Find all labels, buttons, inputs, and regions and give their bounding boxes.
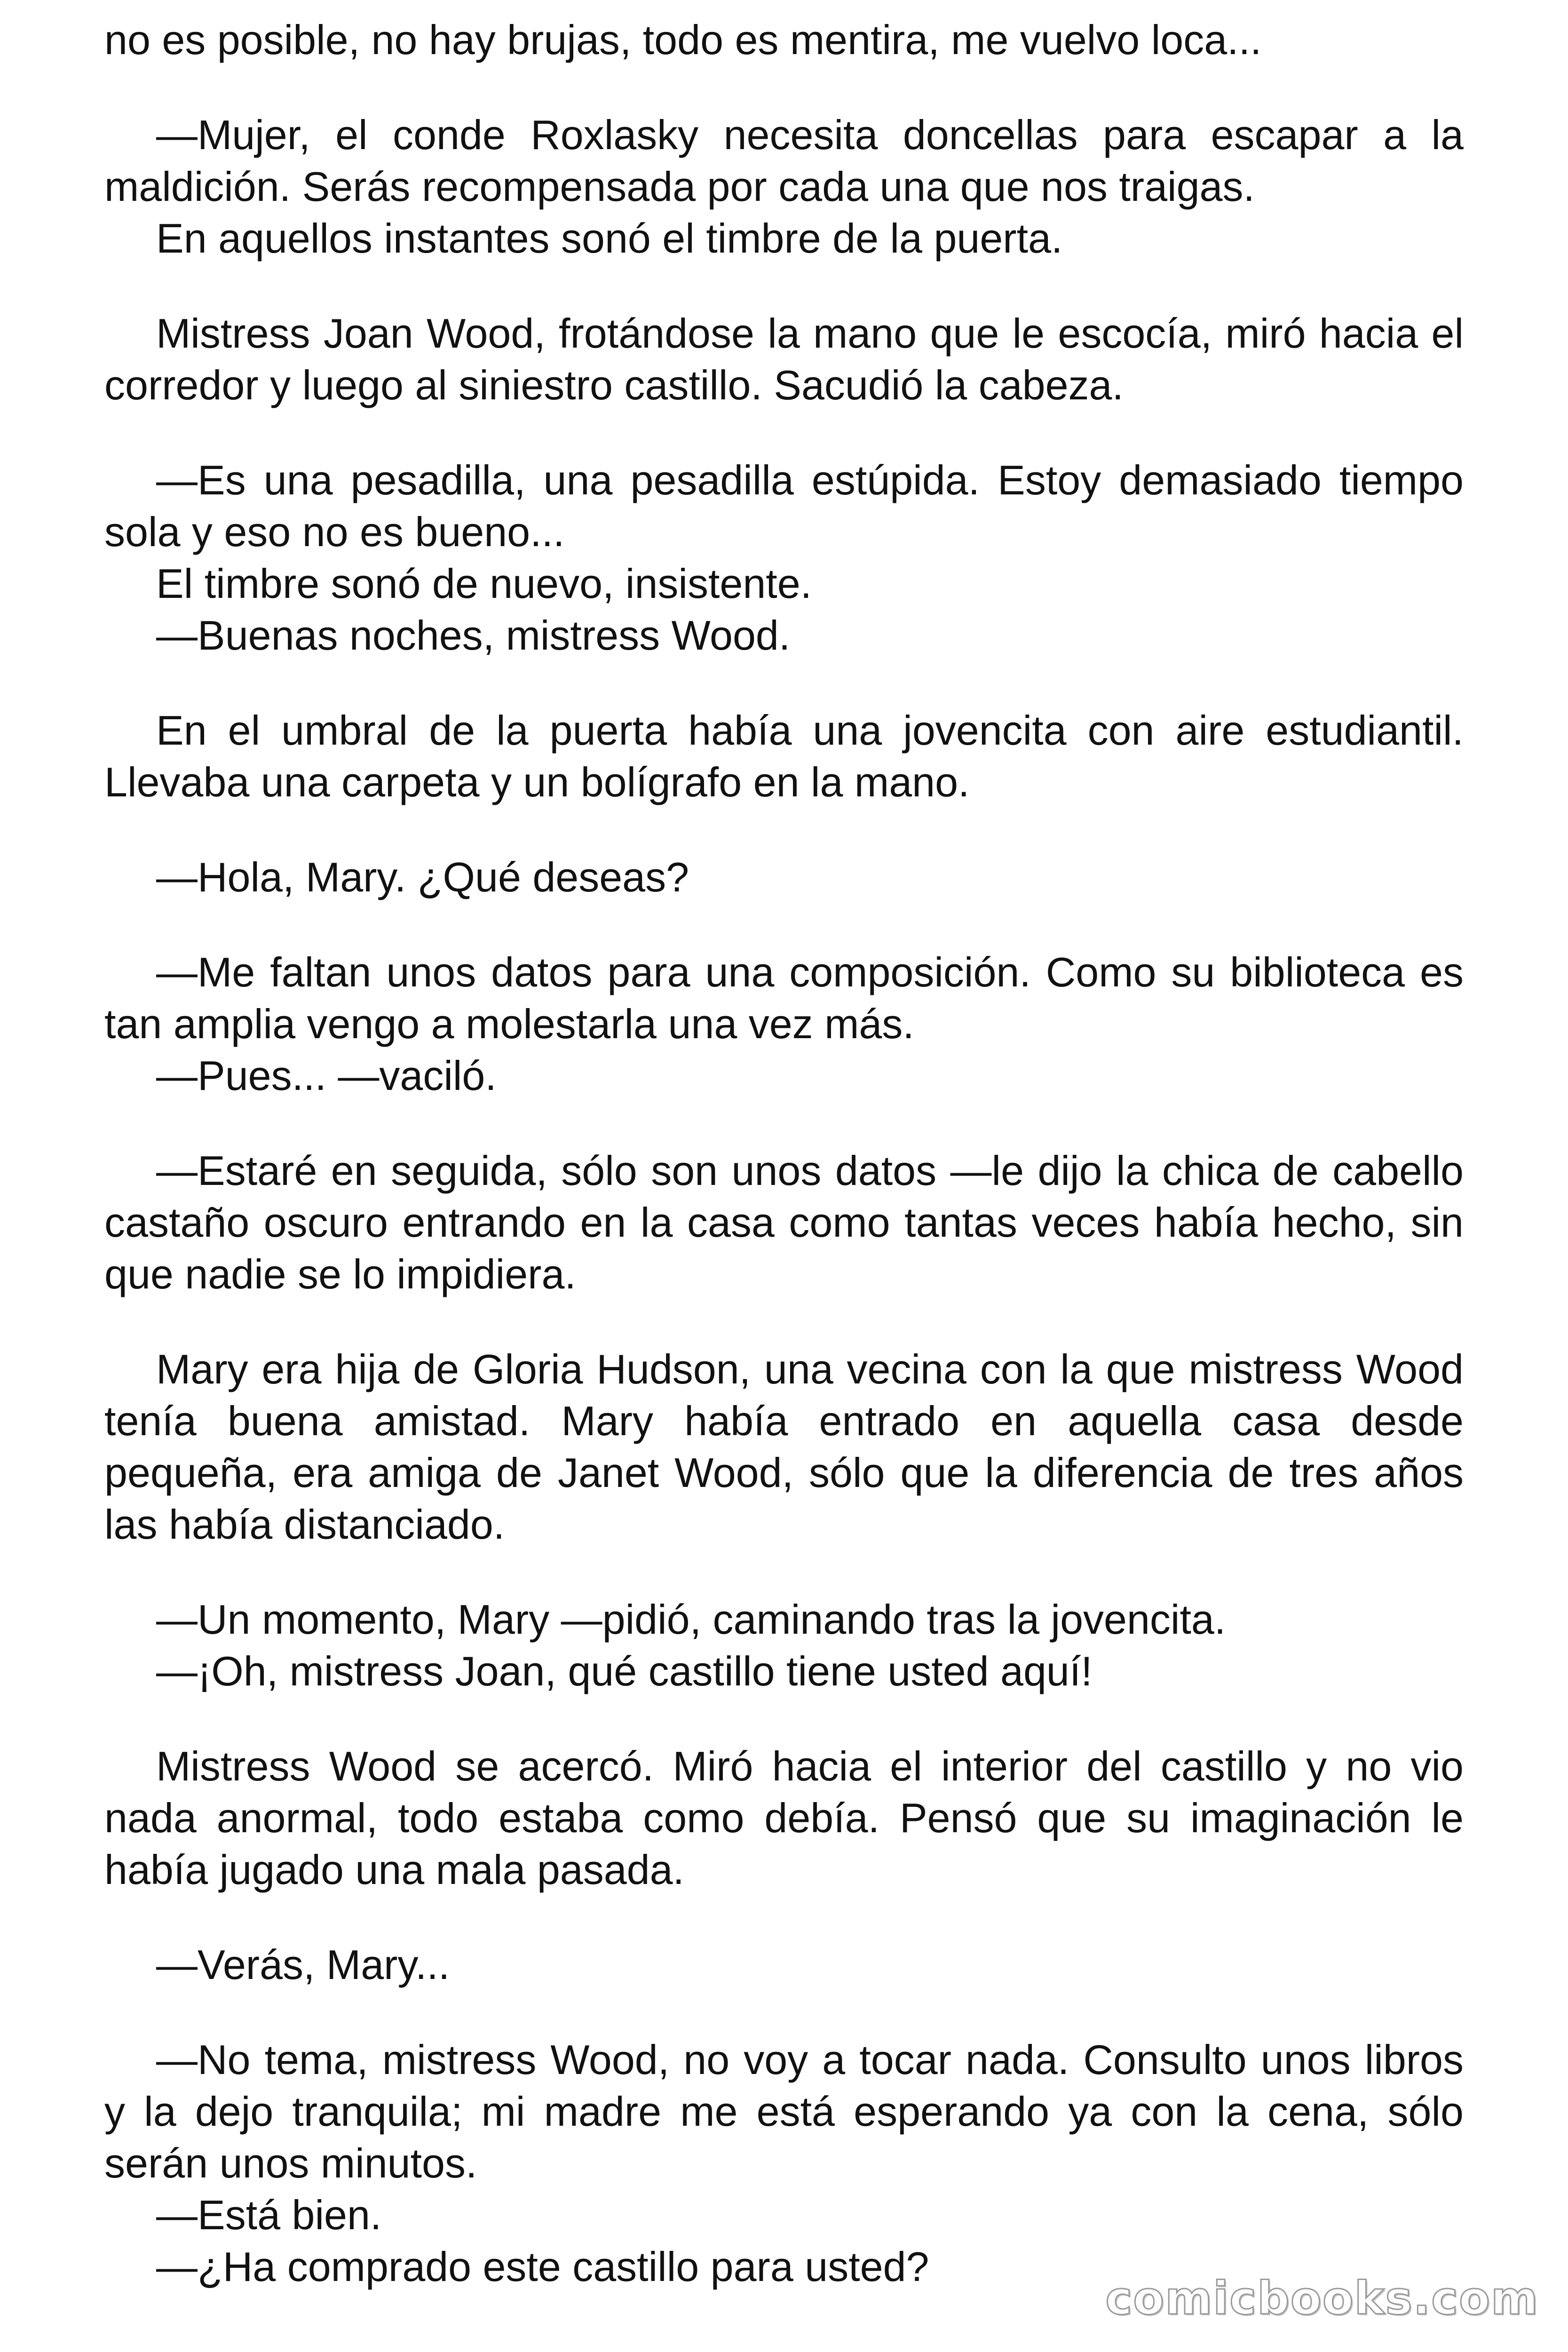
paragraph-10: —Me faltan unos datos para una composición. Como su biblioteca es tan amplia vengo a molestarla una vez más. (104, 949, 1464, 1047)
paragraph-12: —Estaré en seguida, sólo son unos datos —le dijo la chica de cabello castaño oscuro entrando en la casa como tantas veces había hecho, sin que nadie se lo impidiera. (104, 1147, 1464, 1297)
paragraph-16: Mistress Wood se acercó. Miró hacia el interior del castillo y no vio nada anormal, todo estaba como debía. Pensó que su imaginación le había jugado una mala pasada. (104, 1743, 1464, 1893)
paragraph-9: —Hola, Mary. ¿Qué deseas? (156, 854, 689, 900)
paragraph-13: Mary era hija de Gloria Hudson, una vecina con la que mistress Wood tenía buena amistad. Mary había entrado en aquella casa desde pequeña, era amiga de Janet Wood, sólo que la diferencia de tres años las había distanciado. (104, 1346, 1464, 1548)
paragraph-3: En aquellos instantes sonó el timbre de la puerta. (156, 215, 1063, 262)
paragraph-20: —¿Ha comprado este castillo para usted? (156, 2243, 929, 2290)
paragraph-1: no es posible, no hay brujas, todo es mentira, me vuelvo loca... (104, 16, 1262, 63)
watermark-logo: comicbooks.com (1105, 2272, 1539, 2325)
paragraph-15: —¡Oh, mistress Joan, qué castillo tiene usted aquí! (156, 1648, 1093, 1694)
paragraph-4: Mistress Joan Wood, frotándose la mano que le escocía, miró hacia el corredor y luego al siniestro castillo. Sacudió la cabeza. (104, 310, 1464, 408)
paragraph-2: —Mujer, el conde Roxlasky necesita doncellas para escapar a la maldición. Serás recompensada por cada una que nos traigas. (104, 111, 1464, 210)
paragraph-17: —Verás, Mary... (156, 1941, 450, 1988)
paragraph-7: —Buenas noches, mistress Wood. (156, 612, 791, 659)
paragraph-6: El timbre sonó de nuevo, insistente. (156, 560, 812, 607)
paragraph-11: —Pues... —vaciló. (156, 1052, 497, 1099)
paragraph-5: —Es una pesadilla, una pesadilla estúpida. Estoy demasiado tiempo sola y eso no es bueno... (104, 457, 1464, 555)
paragraph-8: En el umbral de la puerta había una jovencita con aire estudiantil. Llevaba una carpeta y un bolígrafo en la mano. (104, 707, 1464, 805)
paragraph-19: —Está bien. (156, 2192, 382, 2238)
paragraph-14: —Un momento, Mary —pidió, caminando tras la jovencita. (156, 1596, 1226, 1643)
paragraph-18: —No tema, mistress Wood, no voy a tocar nada. Consulto unos libros y la dejo tranquila; mi madre me está esperando ya con la cena, sólo serán unos minutos. (104, 2036, 1464, 2186)
document-page (104, 14, 1464, 2293)
